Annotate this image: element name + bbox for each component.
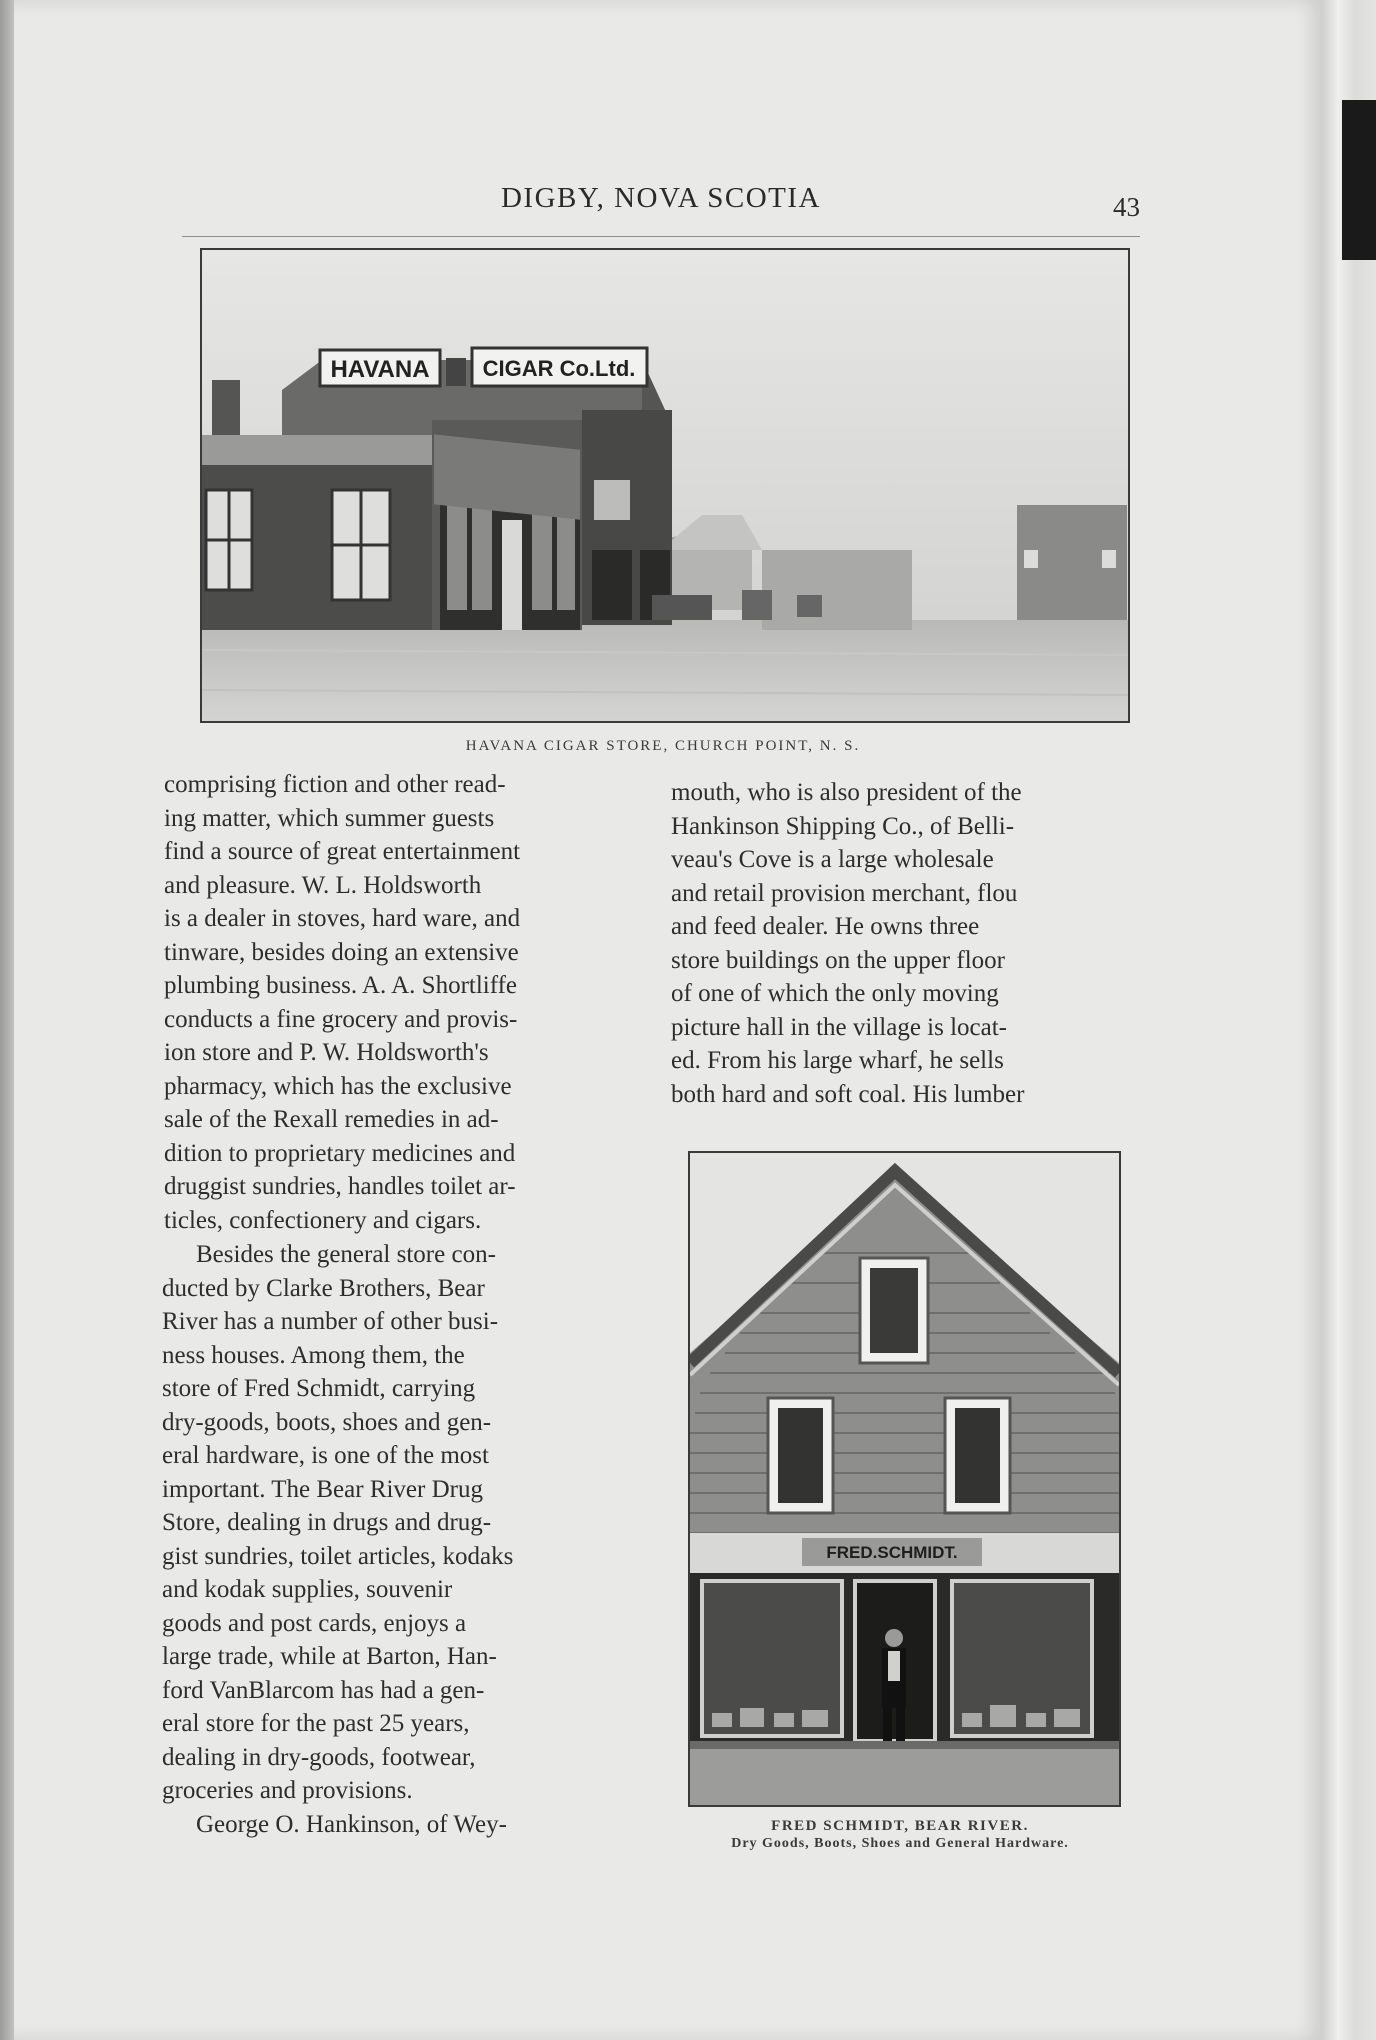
- text-line: important. The Bear River Drug: [162, 1475, 483, 1503]
- text-line: is a dealer in stoves, hard ware, and: [164, 905, 521, 932]
- text-line: groceries and provisions.: [162, 1777, 413, 1804]
- text-line: ticles, confectionery and cigars.: [164, 1206, 482, 1234]
- havana-sign-text: HAVANA: [330, 356, 430, 383]
- page-number: 43: [1113, 192, 1140, 222]
- text-line: both hard and soft coal. His lumber: [671, 1080, 1025, 1108]
- scan-dark-tab: [1342, 100, 1376, 260]
- text-line: ing matter, which summer guests: [164, 804, 495, 832]
- text-line: druggist sundries, handles toilet ar-: [164, 1173, 516, 1200]
- cigar-sign-text: CIGAR Co.Ltd.: [482, 356, 636, 381]
- text-line: store of Fred Schmidt, carrying: [162, 1375, 476, 1402]
- fred-schmidt-caption-title: FRED SCHMIDT, BEAR RIVER.: [771, 1818, 1029, 1834]
- text-line: mouth, who is also president of the: [671, 779, 1022, 806]
- text-line: large trade, while at Barton, Han-: [162, 1643, 497, 1670]
- havana-cigar-store-illustration: [202, 250, 1128, 721]
- text-line: ford VanBlarcom has had a gen-: [162, 1676, 485, 1704]
- text-line: George O. Hankinson, of Wey-: [196, 1810, 507, 1838]
- text-line: find a source of great entertainment: [164, 838, 521, 865]
- text-line: goods and post cards, enjoys a: [162, 1609, 467, 1637]
- text-line: ness houses. Among them, the: [162, 1341, 465, 1369]
- text-line: plumbing business. A. A. Shortliffe: [164, 972, 518, 999]
- text-line: Hankinson Shipping Co., of Belli-: [671, 812, 1015, 840]
- text-line: eral hardware, is one of the most: [162, 1442, 489, 1469]
- text-line: eral store for the past 25 years,: [162, 1710, 470, 1737]
- text-line: gist sundries, toilet articles, kodaks: [162, 1542, 514, 1570]
- text-line: ion store and P. W. Holdsworth's: [164, 1039, 489, 1066]
- text-line: ed. From his large wharf, he sells: [671, 1047, 1004, 1074]
- text-line: and retail provision merchant, flou: [671, 879, 1018, 907]
- text-line: conducts a fine grocery and provis-: [164, 1005, 518, 1033]
- text-line: and kodak supplies, souvenir: [162, 1576, 453, 1603]
- text-line: dition to proprietary medicines and: [164, 1139, 516, 1167]
- text-line: River has a number of other busi-: [162, 1308, 499, 1335]
- fred-schmidt-sign-text: FRED.SCHMIDT.: [826, 1543, 958, 1562]
- scan-right-edge: [1322, 0, 1376, 2040]
- text-line: and pleasure. W. L. Holdsworth: [164, 871, 482, 899]
- havana-cigar-store-photo: [200, 248, 1130, 723]
- text-line: comprising fiction and other read-: [164, 771, 506, 798]
- text-line: veau's Cove is a large wholesale: [671, 846, 994, 873]
- text-line: dry-goods, boots, shoes and gen-: [162, 1408, 492, 1436]
- text-line: ducted by Clarke Brothers, Bear: [162, 1274, 485, 1302]
- running-head: [182, 176, 1140, 237]
- text-line: and feed dealer. He owns three: [671, 913, 980, 940]
- fred-schmidt-store-illustration: [690, 1153, 1119, 1805]
- text-line: dealing in dry-goods, footwear,: [162, 1743, 476, 1771]
- text-line: sale of the Rexall remedies in ad-: [164, 1106, 499, 1133]
- text-line: Besides the general store con-: [196, 1241, 496, 1268]
- havana-cigar-store-caption: HAVANA CIGAR STORE, CHURCH POINT, N. S.: [465, 738, 861, 754]
- text-line: tinware, besides doing an extensive: [164, 938, 519, 966]
- fred-schmidt-caption-subtitle: Dry Goods, Boots, Shoes and General Hardware.: [731, 1836, 1069, 1851]
- running-title: DIGBY, NOVA SCOTIA: [500, 182, 821, 214]
- text-line: pharmacy, which has the exclusive: [164, 1072, 512, 1100]
- text-line: store buildings on the upper floor: [671, 946, 1005, 974]
- text-line: Store, dealing in drugs and drug-: [162, 1509, 492, 1536]
- text-line: picture hall in the village is locat-: [671, 1013, 1007, 1041]
- fred-schmidt-store-photo: [688, 1151, 1121, 1807]
- text-line: of one of which the only moving: [671, 980, 999, 1007]
